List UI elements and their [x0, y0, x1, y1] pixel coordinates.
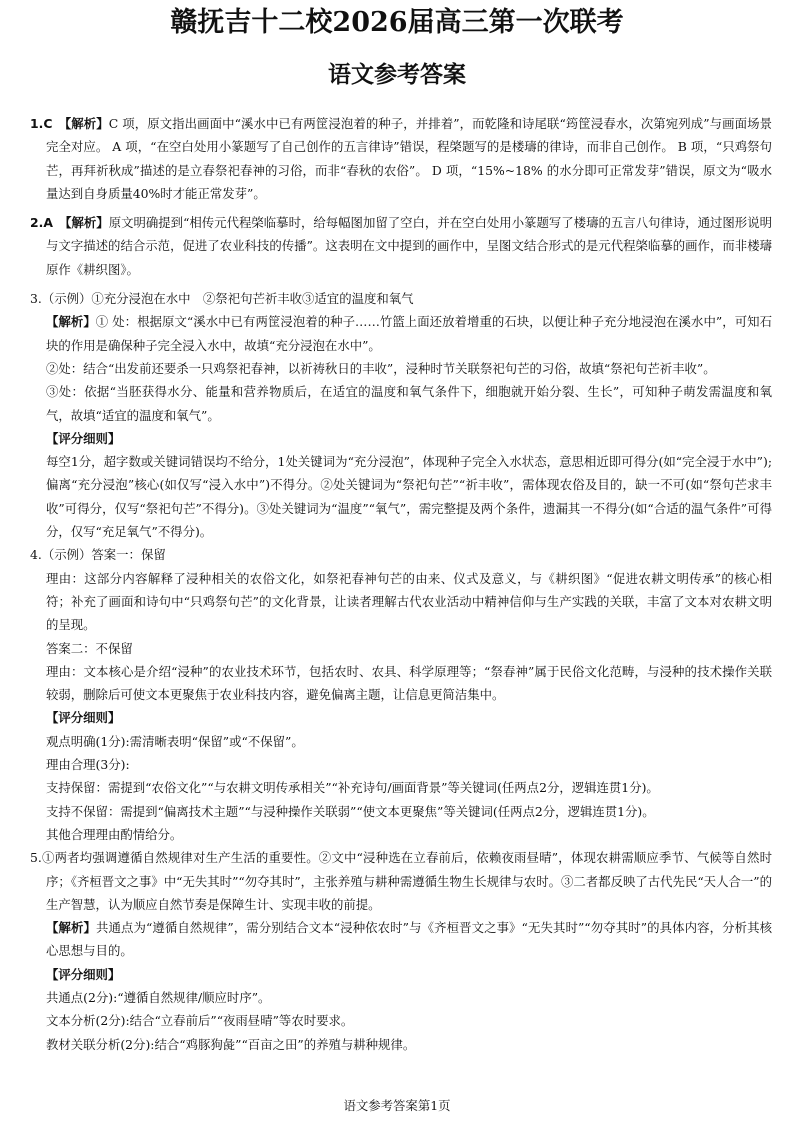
- question-5-rubric-3: 教材关联分析(2分):结合“鸡豚狗彘”“百亩之田”的养殖与耕种规律。: [46, 1036, 416, 1052]
- question-5-answer: 5.①两者均强调遵循自然规律对生产生活的重要性。②文中“浸种选在立春前后，依赖夜雨昼晴”，体现农耕需顺应季节、气候等自然时序；《齐桓晋文之事》中“无失其时”“勿夺其时”，主张养殖与耕种需遵循生物生长规律与农时。③二者都反映了古代先民“天人合一”的生产智慧，认为顺应自然节奏是保障生计、实现丰收的前提。: [30, 850, 772, 912]
- question-2: [30, 211, 772, 281]
- question-4-rubric-5: 其他合理理由酌情给分。: [46, 826, 183, 842]
- question-1-body: C 项，原文指出画面中“溪水中已有两筐浸泡着的种子，并排着”，而乾隆和诗尾联“筠筐浸春水，次第宛列成”与画面场景完全对应。 A 项，“在空白处用小篆题写了自己创作的五言律诗”错误，程棨题写的是楼璹的律诗，而非自己创作。 B 项，“只鸡祭句芒，再拜祈秋成”描述的是立春祭祀春神的习俗，而非“春秋的农俗”。 D 项，“15%~18% 的水分即可正常发芽”错误，原文为“吸水量达到自身质量40%时才能正常发芽”。: [46, 116, 772, 201]
- question-5-analysis-text: 共通点为“遵循自然规律”，需分别结合文本“浸种依农时”与《齐桓晋文之事》“无失其时”“勿夺其时”的具体内容，分析其核心思想与目的。: [46, 920, 772, 959]
- question-4-answer-1: 4.（示例）答案一：保留: [30, 547, 166, 563]
- question-3-analysis-1: [30, 310, 772, 357]
- question-3-rubric-heading: 【评分细则】: [46, 430, 121, 446]
- question-3-answer: 3.（示例）①充分浸泡在水中 ②祭祀句芒祈丰收③适宜的温度和氧气: [30, 291, 414, 307]
- analysis-tag: 【解析】: [46, 314, 96, 330]
- page-subtitle: 语文参考答案: [328, 62, 466, 88]
- question-3-analysis-3: ③处：依据“当胚获得水分、能量和营养物质后，在适宜的温度和氧气条件下，细胞就开始分裂、生长”，可知种子萌发需温度和氧气，故填“适宜的温度和氧气”。: [46, 384, 772, 423]
- question-4-reason-2: 理由：文本核心是介绍“浸种”的农业技术环节，包括农时、农具、科学原理等；“祭春神”属于民俗文化范畴，与浸种的技术操作关联较弱，删除后可使文本更聚焦于农业科技内容，避免偏离主题，让信息更简洁集中。: [46, 663, 772, 703]
- question-3-rubric-body: 每空1分，超字数或关键词错误均不给分，1处关键词为“充分浸泡”，体现种子完全入水状态，意思相近即可得分(如“完全浸于水中”);偏离“充分浸泡”核心(如仅写“浸入水中”)不得分。②处关键词为“祭祀句芒”“祈丰收”，需体现农俗及目的，缺一不可(如“祭句芒求丰收”可得分，仅写“祭祀句芒”不得分)。③处关键词为“温度”“氧气”，需完整提及两个条件，遗漏其一不得分(如“合适的温气条件”可得分，仅写“充足氧气”不得分)。: [46, 454, 772, 540]
- question-4-reason-1: 理由：这部分内容解释了浸种相关的农俗文化，如祭祀春神句芒的由来、仪式及意义，与《耕织图》“促进农耕文明传承”的核心相符；补充了画面和诗句中“只鸡祭句芒”的文化背景，让读者理解古代农业活动中精神信仰与生产实践的关联，丰富了文本对农耕文明的呈现。: [46, 570, 772, 633]
- analysis-tag: 【解析】: [46, 920, 96, 936]
- question-2-body: 原文明确提到“相传元代程棨临摹时，给每幅图加留了空白，并在空白处用小篆题写了楼璹的五言八句律诗，通过图形说明与文字描述的结合示范，促进了农业科技的传播”。这表明在文中提到的画作中，呈图文结合形式的是元代程棨临摹的画作，而非楼璹原作《耕织图》。: [46, 215, 772, 277]
- question-5-rubric-2: 文本分析(2分):结合“立春前后”“夜雨昼晴”等农时要求。: [46, 1013, 354, 1029]
- question-5-analysis: [30, 916, 772, 963]
- question-4-rubric-heading: 【评分细则】: [46, 710, 121, 726]
- page-footer: 语文参考答案第1页: [343, 1098, 451, 1113]
- question-1: [30, 112, 772, 205]
- answer-content: [30, 112, 772, 1056]
- question-4-answer-2: 答案二：不保留: [46, 640, 133, 656]
- question-4-rubric-3: 支持保留：需提到“农俗文化”“与农耕文明传承相关”“补充诗句/画面背景”等关键词(任两点2分，逻辑连贯1分)。: [46, 780, 659, 796]
- question-3-analysis-1-text: ① 处：根据原文“溪水中已有两筐浸泡着的种子……竹篮上面还放着增重的石块，以便让种子充分地浸泡在溪水中”，可知石块的作用是确保种子完全浸入水中，故填“充分浸泡在水中”。: [46, 314, 773, 353]
- question-5-rubric-heading: 【评分细则】: [46, 966, 121, 982]
- question-5-rubric-1: 共通点(2分):“遵循自然规律/顺应时序”。: [46, 989, 271, 1005]
- question-4-rubric-1: 观点明确(1分):需清晰表明“保留”或“不保留”。: [46, 733, 304, 749]
- question-3-analysis-2: ②处：结合“出发前还要杀一只鸡祭祀春神，以祈祷秋日的丰收”，浸种时节关联祭祀句芒的习俗，故填“祭祀句芒祈丰收”。: [46, 360, 716, 376]
- question-2-lead: 2.A 【解析】: [30, 215, 109, 231]
- question-1-lead: 1.C 【解析】: [30, 116, 109, 131]
- question-4-rubric-2: 理由合理(3分):: [46, 757, 130, 773]
- page-title: 赣抚吉十二校2026届高三第一次联考: [170, 7, 624, 38]
- question-4-rubric-4: 支持不保留：需提到“偏离技术主题”“与浸种操作关联弱”“使文本更聚焦”等关键词(任两点2分，逻辑连贯1分)。: [46, 803, 655, 819]
